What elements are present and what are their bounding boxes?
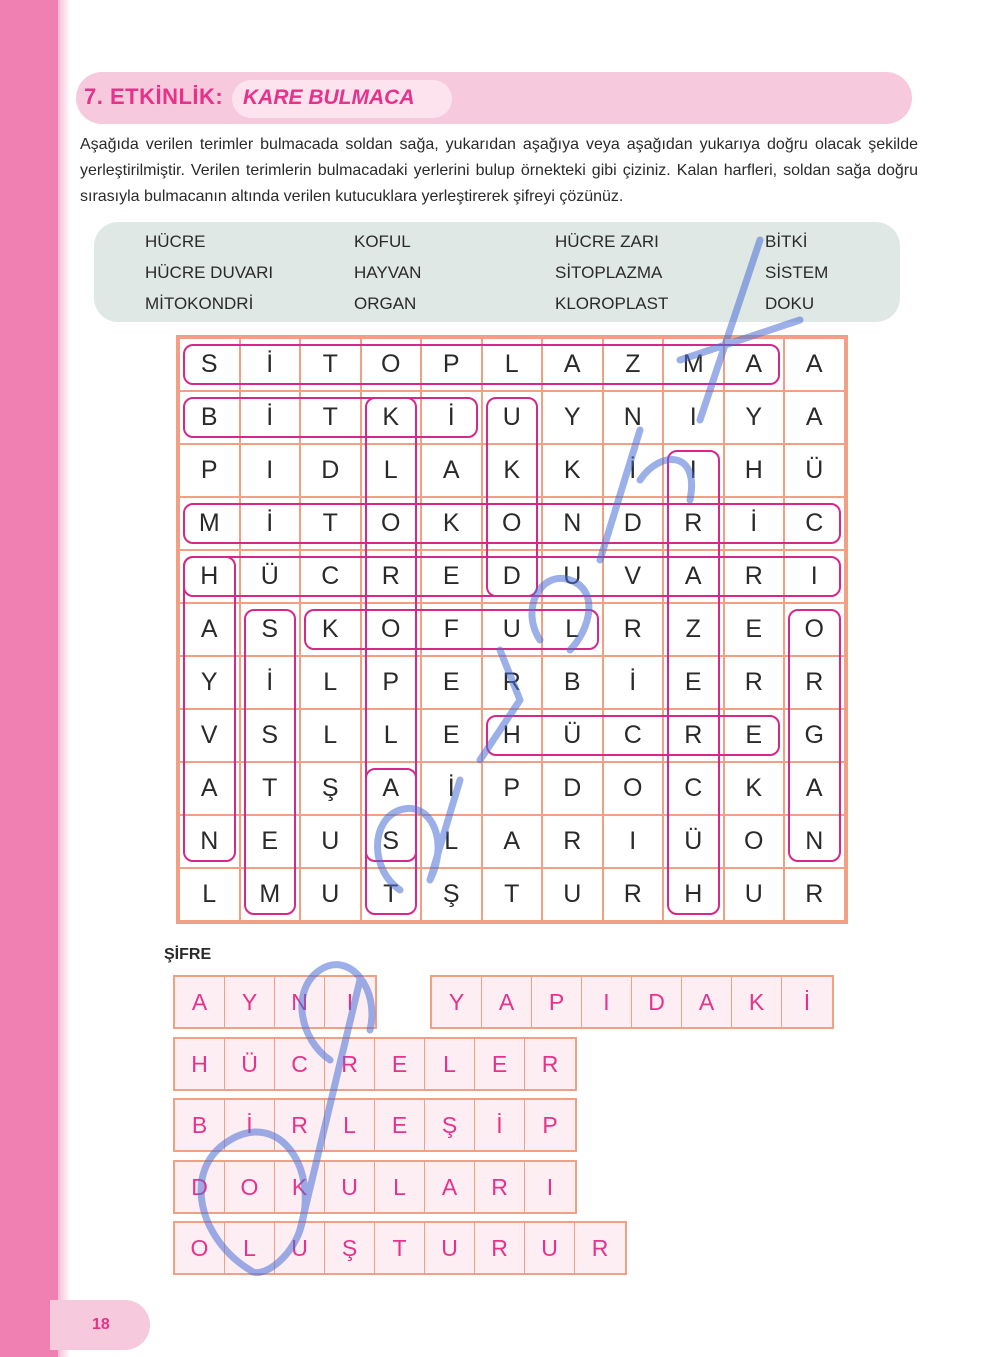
sifre-letter-box[interactable]: O: [225, 1162, 275, 1212]
grid-cell: T: [300, 391, 361, 444]
grid-cell: L: [300, 709, 361, 762]
grid-cell: P: [179, 444, 240, 497]
grid-cell: K: [482, 444, 543, 497]
grid-cell: A: [724, 338, 785, 391]
sifre-letter-box[interactable]: U: [425, 1223, 475, 1273]
grid-cell: S: [240, 709, 301, 762]
term-item: HÜCRE ZARI: [555, 232, 659, 251]
grid-cell: D: [300, 444, 361, 497]
grid-cell: A: [784, 391, 845, 444]
grid-cell: E: [421, 709, 482, 762]
sifre-letter-box[interactable]: L: [325, 1100, 375, 1150]
sifre-letter-box[interactable]: E: [475, 1039, 525, 1089]
grid-cell: O: [361, 603, 422, 656]
grid-cell: R: [361, 550, 422, 603]
term-item: HÜCRE: [145, 232, 206, 251]
grid-cell: L: [421, 815, 482, 868]
grid-cell: U: [724, 868, 785, 921]
grid-cell: A: [421, 444, 482, 497]
sifre-letter-box[interactable]: Ş: [325, 1223, 375, 1273]
grid-cell: Y: [542, 391, 603, 444]
grid-cell: D: [603, 497, 664, 550]
grid-cell: İ: [240, 656, 301, 709]
sifre-letter-box[interactable]: R: [275, 1100, 325, 1150]
term-item: SİSTEM: [765, 263, 829, 282]
sifre-letter-box[interactable]: Y: [432, 977, 482, 1027]
grid-cell: L: [300, 656, 361, 709]
grid-cell: A: [179, 762, 240, 815]
sifre-letter-box[interactable]: İ: [475, 1100, 525, 1150]
grid-cell: Ş: [300, 762, 361, 815]
grid-cell: A: [663, 550, 724, 603]
sifre-letter-box[interactable]: K: [732, 977, 782, 1027]
grid-cell: F: [421, 603, 482, 656]
grid-cell: R: [542, 815, 603, 868]
sifre-label: ŞİFRE: [164, 946, 212, 963]
grid-cell: L: [179, 868, 240, 921]
grid-cell: N: [784, 815, 845, 868]
grid-cell: N: [542, 497, 603, 550]
grid-cell: R: [603, 868, 664, 921]
grid-cell: D: [542, 762, 603, 815]
grid-cell: R: [724, 656, 785, 709]
sifre-letter-box[interactable]: I: [582, 977, 632, 1027]
sifre-letter-box[interactable]: H: [175, 1039, 225, 1089]
term-item: SİTOPLAZMA: [555, 263, 663, 282]
grid-cell: P: [421, 338, 482, 391]
grid-cell: M: [663, 338, 724, 391]
grid-cell: V: [603, 550, 664, 603]
grid-cell: A: [482, 815, 543, 868]
grid-cell: R: [482, 656, 543, 709]
grid-cell: K: [361, 391, 422, 444]
grid-cell: A: [179, 603, 240, 656]
sifre-letter-box[interactable]: Ş: [425, 1100, 475, 1150]
grid-cell: O: [603, 762, 664, 815]
grid-cell: Y: [724, 391, 785, 444]
sifre-letter-box[interactable]: L: [425, 1039, 475, 1089]
sifre-letter-box[interactable]: R: [325, 1039, 375, 1089]
grid-cell: E: [421, 550, 482, 603]
sifre-row: [430, 975, 834, 1029]
sifre-row: [173, 1160, 577, 1214]
grid-cell: P: [361, 656, 422, 709]
grid-cell: L: [361, 444, 422, 497]
instructions-text: Aşağıda verilen terimler bulmacada soldan sağa, yukarıdan aşağıya veya aşağıdan yukarıya doğru olacak şekilde yerleştirilmiştir. Verilen terimlerin bulmacadaki yerlerini bulup örnekteki gibi çiziniz. Kalan harfleri, soldan sağa doğru sırasıyla bulmacanın altında verilen kutucuklara yerleştirerek şifreyi çözünüz.: [80, 136, 918, 205]
grid-cell: A: [542, 338, 603, 391]
grid-cell: R: [603, 603, 664, 656]
term-item: DOKU: [765, 294, 815, 313]
page-number: 18: [92, 1316, 110, 1333]
sifre-letter-box[interactable]: E: [375, 1039, 425, 1089]
grid-cell: H: [663, 868, 724, 921]
sifre-row: [173, 1221, 627, 1275]
sifre-letter-box[interactable]: R: [525, 1039, 575, 1089]
sifre-letter-box[interactable]: R: [475, 1162, 525, 1212]
grid-cell: R: [663, 709, 724, 762]
grid-cell: I: [240, 444, 301, 497]
sifre-letter-box[interactable]: P: [525, 1100, 575, 1150]
grid-cell: U: [482, 391, 543, 444]
grid-cell: T: [361, 868, 422, 921]
grid-cell: H: [179, 550, 240, 603]
grid-cell: S: [240, 603, 301, 656]
term-item: ORGAN: [354, 294, 417, 313]
grid-cell: A: [361, 762, 422, 815]
grid-cell: K: [542, 444, 603, 497]
sifre-letter-box[interactable]: Y: [225, 977, 275, 1027]
sifre-letter-box[interactable]: D: [175, 1162, 225, 1212]
term-item: KOFUL: [354, 232, 411, 251]
grid-cell: S: [361, 815, 422, 868]
grid-cell: I: [663, 444, 724, 497]
term-item: HAYVAN: [354, 263, 422, 282]
grid-cell: A: [784, 338, 845, 391]
sifre-letter-box[interactable]: C: [275, 1039, 325, 1089]
sifre-letter-box[interactable]: R: [475, 1223, 525, 1273]
page-margin-band: [0, 0, 58, 1357]
sifre-letter-box[interactable]: İ: [225, 1100, 275, 1150]
grid-cell: S: [179, 338, 240, 391]
grid-cell: T: [240, 762, 301, 815]
term-item: BİTKİ: [765, 232, 808, 251]
grid-cell: O: [724, 815, 785, 868]
grid-cell: T: [482, 868, 543, 921]
sifre-letter-box[interactable]: İ: [782, 977, 832, 1027]
grid-cell: U: [542, 868, 603, 921]
grid-cell: R: [663, 497, 724, 550]
grid-cell: P: [482, 762, 543, 815]
sifre-row: [173, 975, 377, 1029]
grid-cell: K: [724, 762, 785, 815]
word-search-grid: [176, 335, 848, 924]
grid-cell: O: [361, 338, 422, 391]
grid-cell: İ: [240, 391, 301, 444]
grid-cell: B: [542, 656, 603, 709]
sifre-letter-box[interactable]: U: [525, 1223, 575, 1273]
activity-number: 7. ETKİNLİK:: [84, 84, 224, 109]
sifre-letter-box[interactable]: Ü: [225, 1039, 275, 1089]
grid-cell: L: [542, 603, 603, 656]
grid-cell: E: [421, 656, 482, 709]
sifre-letter-box[interactable]: A: [175, 977, 225, 1027]
grid-cell: C: [784, 497, 845, 550]
grid-cell: V: [179, 709, 240, 762]
sifre-letter-box[interactable]: I: [325, 977, 375, 1027]
grid-cell: M: [179, 497, 240, 550]
grid-cell: İ: [421, 762, 482, 815]
grid-cell: I: [784, 550, 845, 603]
grid-cell: K: [421, 497, 482, 550]
grid-cell: Z: [663, 603, 724, 656]
term-item: MİTOKONDRİ: [145, 294, 254, 313]
sifre-row: [173, 1098, 577, 1152]
grid-cell: N: [603, 391, 664, 444]
grid-cell: B: [179, 391, 240, 444]
grid-cell: C: [300, 550, 361, 603]
grid-cell: İ: [603, 444, 664, 497]
grid-cell: E: [724, 603, 785, 656]
sifre-letter-box[interactable]: R: [575, 1223, 625, 1273]
grid-cell: O: [784, 603, 845, 656]
sifre-letter-box[interactable]: B: [175, 1100, 225, 1150]
grid-cell: C: [663, 762, 724, 815]
grid-cell: Ü: [784, 444, 845, 497]
grid-cell: İ: [603, 656, 664, 709]
grid-cell: H: [482, 709, 543, 762]
grid-cell: U: [482, 603, 543, 656]
grid-cell: İ: [240, 338, 301, 391]
sifre-letter-box[interactable]: L: [375, 1162, 425, 1212]
grid-cell: İ: [240, 497, 301, 550]
sifre-letter-box[interactable]: U: [325, 1162, 375, 1212]
sifre-letter-box[interactable]: L: [225, 1223, 275, 1273]
grid-cell: O: [361, 497, 422, 550]
grid-cell: R: [784, 656, 845, 709]
grid-cell: E: [663, 656, 724, 709]
grid-cell: A: [784, 762, 845, 815]
grid-cell: I: [603, 815, 664, 868]
grid-cell: C: [603, 709, 664, 762]
sifre-letter-box[interactable]: P: [532, 977, 582, 1027]
grid-cell: U: [300, 868, 361, 921]
grid-cell: N: [179, 815, 240, 868]
grid-cell: Y: [179, 656, 240, 709]
sifre-letter-box[interactable]: T: [375, 1223, 425, 1273]
activity-name: KARE BULMACA: [243, 86, 415, 109]
grid-cell: U: [300, 815, 361, 868]
grid-cell: Ü: [663, 815, 724, 868]
sifre-letter-box[interactable]: A: [425, 1162, 475, 1212]
grid-cell: R: [724, 550, 785, 603]
sifre-letter-box[interactable]: U: [275, 1223, 325, 1273]
sifre-letter-box[interactable]: I: [525, 1162, 575, 1212]
grid-cell: E: [724, 709, 785, 762]
grid-cell: G: [784, 709, 845, 762]
sifre-letter-box[interactable]: D: [632, 977, 682, 1027]
grid-cell: R: [784, 868, 845, 921]
grid-cell: İ: [724, 497, 785, 550]
grid-cell: K: [300, 603, 361, 656]
grid-cell: H: [724, 444, 785, 497]
sifre-letter-box[interactable]: A: [682, 977, 732, 1027]
grid-cell: T: [300, 497, 361, 550]
grid-cell: Ü: [542, 709, 603, 762]
grid-cell: L: [361, 709, 422, 762]
grid-cell: U: [542, 550, 603, 603]
grid-cell: I: [663, 391, 724, 444]
grid-cell: D: [482, 550, 543, 603]
sifre-letter-box[interactable]: O: [175, 1223, 225, 1273]
grid-cell: Ü: [240, 550, 301, 603]
sifre-letter-box[interactable]: N: [275, 977, 325, 1027]
grid-cell: Z: [603, 338, 664, 391]
grid-cell: E: [240, 815, 301, 868]
grid-cell: T: [300, 338, 361, 391]
grid-cell: L: [482, 338, 543, 391]
term-item: HÜCRE DUVARI: [145, 263, 274, 282]
grid-cell: Ş: [421, 868, 482, 921]
grid-cell: O: [482, 497, 543, 550]
sifre-letter-box[interactable]: K: [275, 1162, 325, 1212]
grid-cell: M: [240, 868, 301, 921]
sifre-letter-box[interactable]: E: [375, 1100, 425, 1150]
term-item: KLOROPLAST: [555, 294, 669, 313]
sifre-letter-box[interactable]: A: [482, 977, 532, 1027]
grid-cell: İ: [421, 391, 482, 444]
sifre-row: [173, 1037, 577, 1091]
